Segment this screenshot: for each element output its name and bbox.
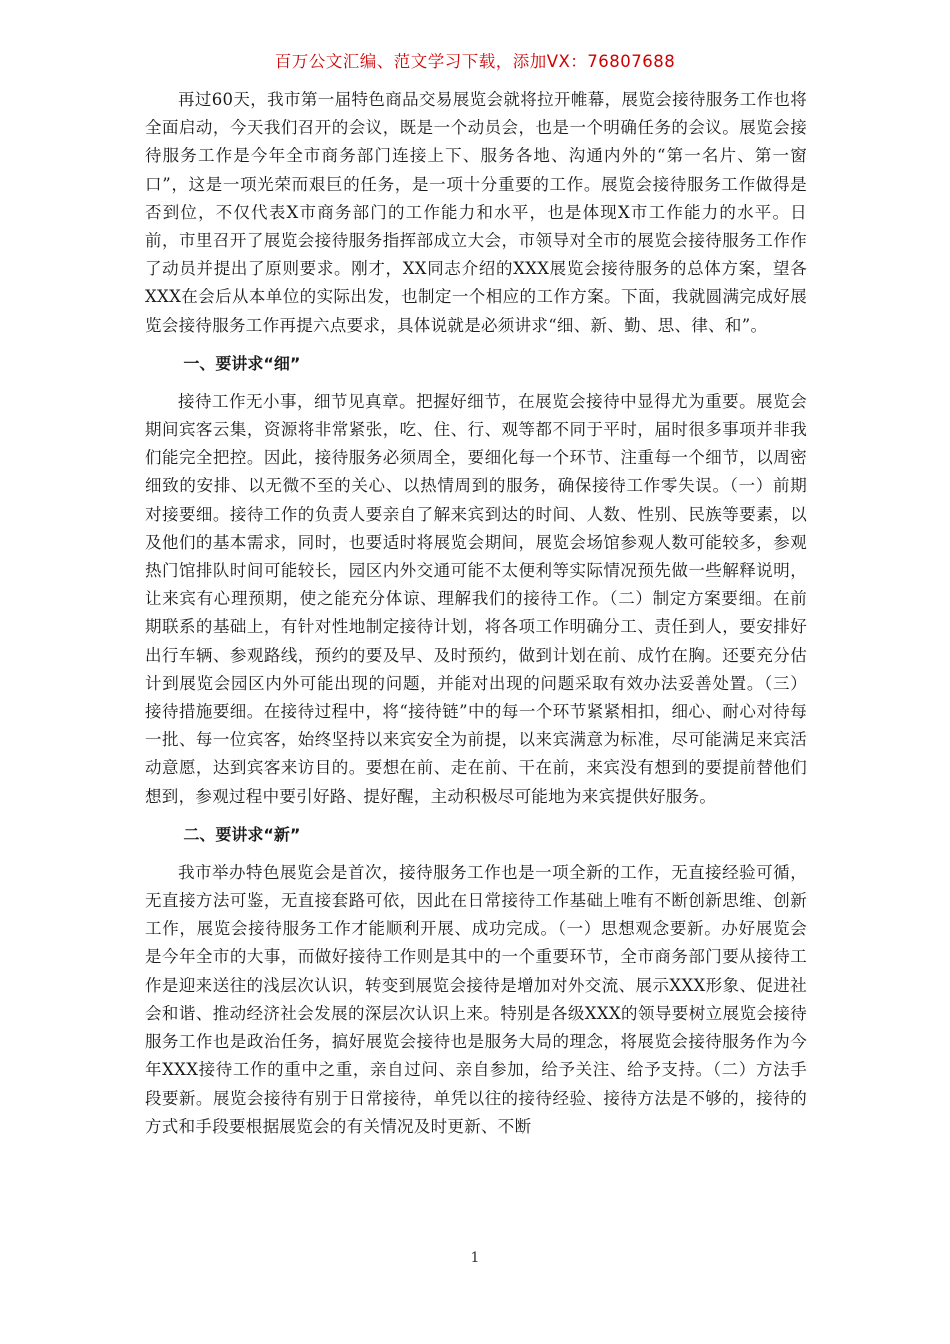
section-1-paragraph: 接待工作无小事，细节见真章。把握好细节，在展览会接待中显得尤为重要。展览会期间宾客云集，资源将非常紧张，吃、住、行、观等都不同于平时，届时很多事项并非我们能完全把控。因此，接待服务必须周全，要细化每一个环节、注重每一个细节，以周密细致的安排、以无微不至的关心、以热情周到的服务，确保接待工作零失误。（一）前期对接要细。接待工作的负责人要亲自了解来宾到达的时间、人数、性别、民族等要素，以及他们的基本需求，同时，也要适时将展览会期间，展览会场馆参观人数可能较多，参观热门馆排队时间可能较长，园区内外交通可能不太便利等实际情况预先做一些解释说明，让来宾有心理预期，使之能充分体谅、理解我们的接待工作。（二）制定方案要细。在前期联系的基础上，有针对性地制定接待计划，将各项工作明确分工、责任到人，要安排好出行车辆、参观路线，预约的要及早、及时预约，做到计划在前、成竹在胸。还要充分估计到展览会园区内外可能出现的问题，并能对出现的问题采取有效办法妥善处置。（三）接待措施要细。在接待过程中，将“接待链”中的每一个环节紧紧相扣，细心、耐心对待每一批、每一位宾客，始终坚持以来宾安全为前提，以来宾满意为标准，尽可能满足来宾活动意愿，达到宾客来访目的。要想在前、走在前、干在前，来宾没有想到的要提前替他们想到，参观过程中要引好路、提好醒，主动积极尽可能地为来宾提供好服务。 [145, 391, 807, 806]
page-number: 1 [470, 1250, 480, 1266]
section-heading-2: 二、要讲求“新” [183, 824, 301, 844]
intro-paragraph: 再过60天，我市第一届特色商品交易展览会就将拉开帷幕，展览会接待服务工作也将全面启动，今天我们召开的会议，既是一个动员会，也是一个明确任务的会议。展览会接待服务工作是今年全市商务部门连接上下、服务各地、沟通内外的“第一名片、第一窗口”，这是一项光荣而艰巨的任务，是一项十分重要的工作。展览会接待服务工作做得是否到位，不仅代表X市商务部门的工作能力和水平，也是体现X市工作能力的水平。日前，市里召开了展览会接待服务指挥部成立大会，市领导对全市的展览会接待服务工作作了动员并提出了原则要求。刚才，XX同志介绍的XXX展览会接待服务的总体方案，望各XXX在会后从本单位的实际出发，也制定一个相应的工作方案。下面，我就圆满完成好展览会接待服务工作再提六点要求，具体说就是必须讲求“细、新、勤、思、律、和”。 [145, 90, 807, 335]
document-body [145, 86, 807, 1141]
page-header-watermark: 百万公文汇编、范文学习下载，添加VX：76807688 [274, 52, 676, 71]
section-heading-1: 一、要讲求“细” [183, 353, 301, 373]
section-2-paragraph: 我市举办特色展览会是首次，接待服务工作也是一项全新的工作，无直接经验可循，无直接方法可鉴，无直接套路可依，因此在日常接待工作基础上唯有不断创新思维、创新工作，展览会接待服务工作才能顺利开展、成功完成。（一）思想观念要新。办好展览会是今年全市的大事，而做好接待工作则是其中的一个重要环节，全市商务部门要从接待工作是迎来送往的浅层次认识，转变到展览会接待是增加对外交流、展示XXX形象、促进社会和谐、推动经济社会发展的深层次认识上来。特别是各级XXX的领导要树立展览会接待服务工作也是政治任务，搞好展览会接待也是服务大局的理念，将展览会接待服务作为今年XXX接待工作的重中之重，亲自过问、亲自参加，给予关注、给予支持。（二）方法手段要新。展览会接待有别于日常接待，单凭以往的接待经验、接待方法是不够的，接待的方式和手段要根据展览会的有关情况及时更新、不断 [145, 862, 807, 1136]
